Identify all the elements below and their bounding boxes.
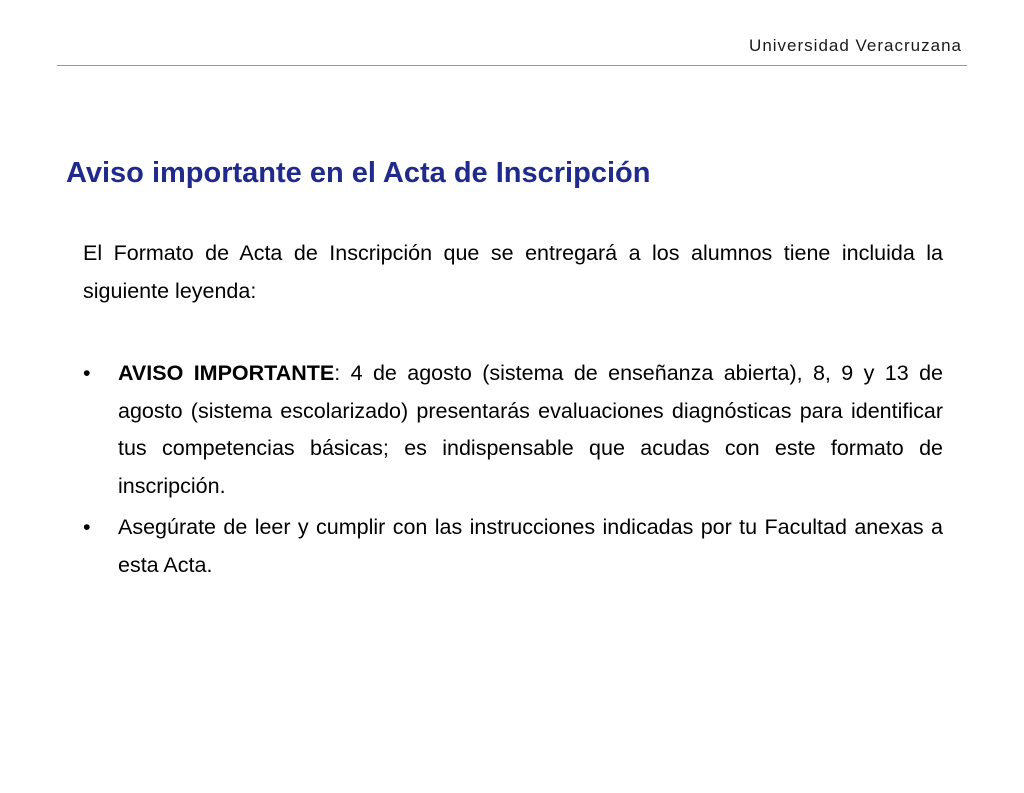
bullet-text: Asegúrate de leer y cumplir con las instrucciones indicadas por tu Facultad anexas a esta Acta. xyxy=(118,515,943,577)
slide-title: Aviso importante en el Acta de Inscripción xyxy=(66,157,651,189)
intro-paragraph: El Formato de Acta de Inscripción que se entregará a los alumnos tiene incluida la siguiente leyenda: xyxy=(83,241,943,303)
bullet-separator: : xyxy=(334,361,351,385)
bullet-marker: • xyxy=(83,515,91,539)
bullet-bold-label: AVISO IMPORTANTE xyxy=(118,361,335,385)
bullet-text: 4 de agosto (sistema de enseñanza abierta), 8, 9 y 13 de agosto (sistema escolarizado) presentarás evaluaciones diagnósticas para identificar tus competencias básicas; es indispensable que acudas con este formato de inscripción. xyxy=(118,361,943,498)
institution-name: Universidad Veracruzana xyxy=(749,36,962,55)
bullet-list xyxy=(83,355,943,588)
bullet-item-aviso xyxy=(83,355,943,505)
bullet-item-instrucciones xyxy=(83,509,943,584)
bullet-marker: • xyxy=(83,361,91,385)
header-divider xyxy=(57,65,967,66)
